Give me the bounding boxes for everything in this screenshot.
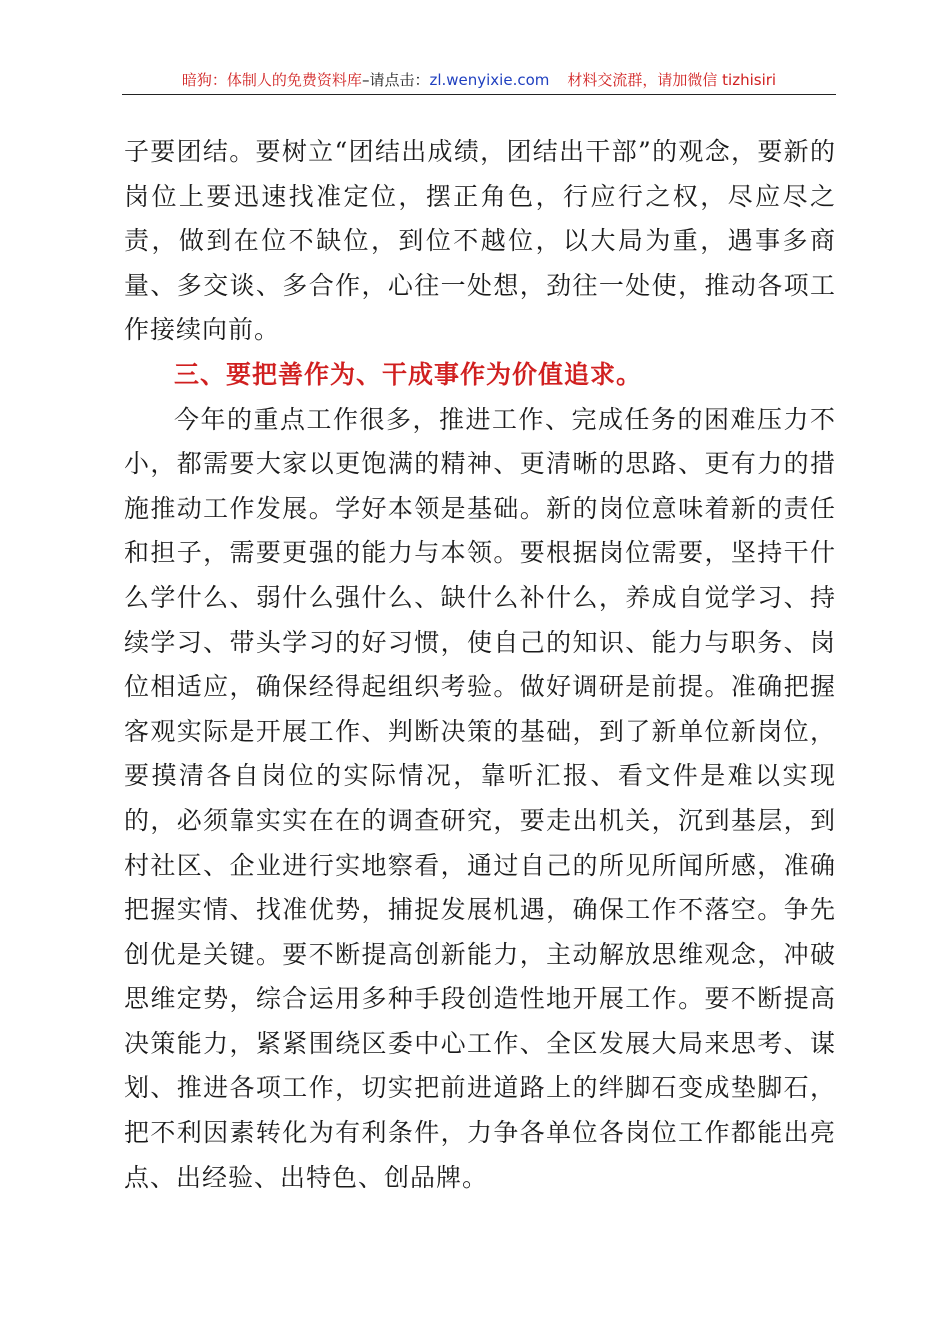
header-wechat-note: 材料交流群，请加微信 tizhisiri: [567, 71, 777, 89]
page-header: [122, 68, 836, 95]
document-body: [124, 130, 836, 1200]
header-site-name: 暗狗：体制人的免费资料库: [181, 71, 362, 89]
section-heading: 三、要把善作为、干成事作为价值追求。: [174, 359, 643, 389]
paragraph-main: 今年的重点工作很多，推进工作、完成任务的困难压力不小，都需要大家以更饱满的精神、更清晰的思路、更有力的措施推动工作发展。学好本领是基础。新的岗位意味着新的责任和担子，需要更强的能力与本领。要根据岗位需要，坚持干什么学什么、弱什么强什么、缺什么补什么，养成自觉学习、持续学习、带头学习的好习惯，使自己的知识、能力与职务、岗位相适应，确保经得起组织考验。做好调研是前提。准确把握客观实际是开展工作、判断决策的基础，到了新单位新岗位，要摸清各自岗位的实际情况，靠听汇报、看文件是难以实现的，必须靠实实在在的调查研究，要走出机关，沉到基层，到村社区、企业进行实地察看，通过自己的所见所闻所感，准确把握实情、找准优势，捕捉发展机遇，确保工作不落空。争先创优是关键。要不断提高创新能力，主动解放思维观念，冲破思维定势，综合运用多种手段创造性地开展工作。要不断提高决策能力，紧紧围绕区委中心工作、全区发展大局来思考、谋划、推进各项工作，切实把前进道路上的绊脚石变成垫脚石，把不利因素转化为有利条件，力争各单位各岗位工作都能出亮点、出经验、出特色、创品牌。: [124, 404, 836, 1192]
header-click-prompt: –请点击：: [361, 71, 430, 89]
paragraph-continued: 子要团结。要树立“团结出成绩，团结出干部”的观念，要新的岗位上要迅速找准定位，摆正角色，行应行之权，尽应尽之责，做到在位不缺位，到位不越位，以大局为重，遇事多商量、多交谈、多合作，心往一处想，劲往一处使，推动各项工作接续向前。: [124, 137, 836, 345]
header-url-link[interactable]: zl.wenyixie.com: [429, 71, 550, 89]
